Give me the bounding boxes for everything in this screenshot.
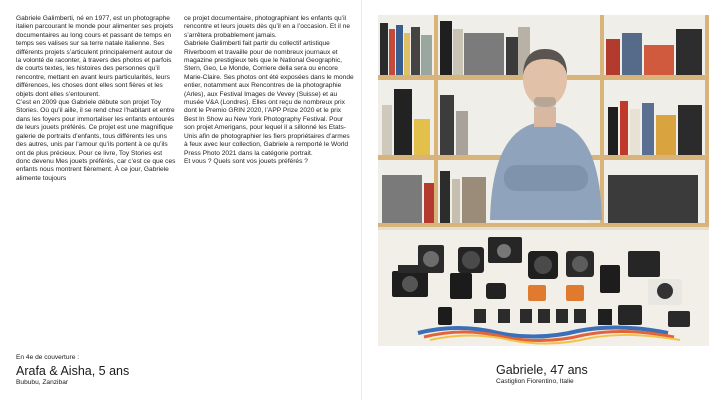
text-column-1	[16, 15, 178, 183]
bio-paragraph-2: ce projet documentaire, photographiant les enfants qu’il rencontre et leurs jouets dès qu’il en a l’occasion. Et il ne s’arrêtera probablement jamais. Gabriele Galimberti fait partir du collectif artistique Riverboom et travaille pour de nombreux journaux et magazine prestigieux tels que le National Geographic, Stern, Geo, Le Monde, Corriere della sera ou encore Marie-Claire. Ses photos ont été exposées dans le monde entier, notamment aux Rencontres de la photographie (Arles), aux Festival Images de Vevey (Suisse) et au musée V&A (Londres). Elles ont reçu de nombreux prix dont le Premio GRIN 2020, l’APP Prize 2020 et le prix Best In Show au New York Photography Festival. Pour son projet Amerigans, pour lequel il a sillonné les Etats-Unis afin de photographier les fiers propriétaires d’armes à feux avec leur collection, Gabriele a remporté le World Press Photo 2021 dans la catégorie portrait. Et vous ? Quels sont vos jouets préférés ?	[184, 15, 354, 165]
portrait-photo	[378, 15, 709, 346]
back-cover-name: Arafa & Aisha, 5 ans	[16, 364, 130, 378]
back-cover-caption	[16, 354, 129, 387]
back-cover-place: Bububu, Zanzibar	[16, 379, 69, 386]
subject-caption	[496, 363, 588, 386]
text-column-2	[184, 15, 354, 166]
back-cover-label: En 4e de couverture :	[16, 354, 80, 361]
subject-place: Castiglion Fiorentino, Italie	[496, 378, 574, 385]
portrait-photo-illustration	[378, 15, 709, 346]
right-page	[362, 0, 724, 400]
bio-paragraph-1: Gabriele Galimberti, né en 1977, est un photographe italien parcourant le monde pour alimenter ses projets documentaires au long cours et passant de temps en temps ses valises sur sa terre natale italienne. Ses différents projets s’articulent principalement autour de la volonté de raconter, à travers des photos et parfois de courts textes, les histoires des personnes qu’il rencontre, mettant en avant leurs particularités, leurs différences, les choses dont elles sont fières et les objets dont elles s’entourent. C’est en 2009 que Gabriele débute son projet Toy Stories. Où qu’il aille, il se rend chez l’habitant et entre dans les foyers pour immortaliser les enfants entourés de leurs jouets préférés. Ce projet est une magnifique galerie de portraits d’enfants, tous différents les uns des autres, unis par l’amour qu’ils portent à ce qu’ils ont de plus précieux. Pour ce livre, Toy Stories est donc devenu Mes jouets préférés, car c’est ce que ces enfants nous montrent fièrement. À ce jour, Gabriele alimente toujours	[16, 15, 176, 182]
subject-name: Gabriele, 47 ans	[496, 363, 588, 377]
